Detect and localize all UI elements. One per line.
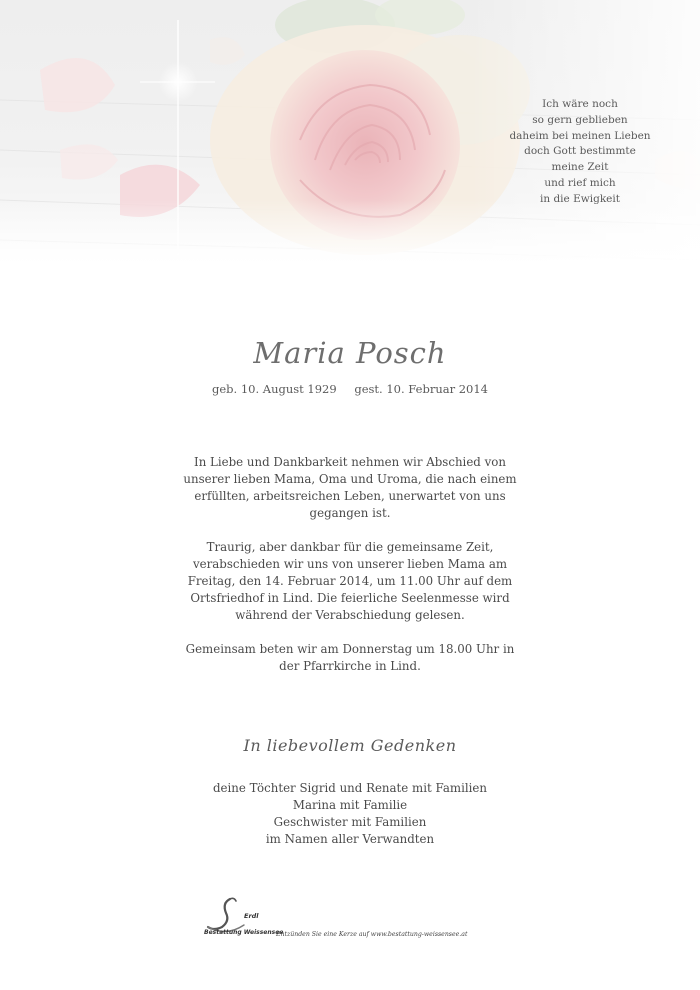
text-line: Traurig, aber dankbar für die gemeinsame Zeit, bbox=[206, 540, 494, 554]
text-line: Freitag, den 14. Februar 2014, um 11.00 Uhr auf dem bbox=[187, 574, 513, 588]
deceased-name: Maria Posch bbox=[253, 336, 447, 370]
life-dates bbox=[0, 382, 700, 396]
footer bbox=[200, 893, 520, 943]
text-line: gegangen ist. bbox=[309, 506, 391, 520]
candle-link-text[interactable]: Entzünden Sie eine Kerze auf www.bestattung-weissensee.at bbox=[276, 931, 468, 938]
mourner-line: Marina mit Familie bbox=[292, 798, 408, 812]
text-line: In Liebe und Dankbarkeit nehmen wir Abschied von bbox=[194, 455, 506, 469]
mourner-line: deine Töchter Sigrid und Renate mit Familien bbox=[212, 781, 487, 795]
death-date: gest. 10. Februar 2014 bbox=[354, 382, 489, 396]
text-line: Ortsfriedhof in Lind. Die feierliche Seelenmesse wird bbox=[190, 591, 510, 605]
announcement-paragraph bbox=[180, 641, 520, 675]
mourner-line: im Namen aller Verwandten bbox=[265, 832, 435, 846]
text-line: während der Verabschiedung gelesen. bbox=[235, 608, 465, 622]
mourners-list bbox=[0, 780, 700, 848]
memory-heading: In liebevollem Gedenken bbox=[243, 736, 457, 755]
text-line: erfüllten, arbeitsreichen Leben, unerwartet von uns bbox=[194, 489, 506, 503]
poem-line: in die Ewigkeit bbox=[540, 192, 620, 205]
birth-date: geb. 10. August 1929 bbox=[211, 382, 337, 396]
poem-line: so gern geblieben bbox=[532, 113, 628, 126]
logo-name: Erdl bbox=[244, 912, 259, 920]
text-line: verabschieden wir uns von unserer lieben Mama am bbox=[192, 557, 508, 571]
poem-line: meine Zeit bbox=[551, 161, 609, 174]
poem-line: daheim bei meinen Lieben bbox=[509, 129, 651, 142]
poem bbox=[490, 97, 670, 208]
funeral-home-logo bbox=[200, 893, 284, 943]
poem-line: Ich wäre noch bbox=[542, 98, 618, 110]
logo-brand: Bestattung Weissensee bbox=[204, 929, 284, 936]
announcement-paragraph bbox=[180, 539, 520, 624]
text-line: unserer lieben Mama, Oma und Uroma, die nach einem bbox=[183, 472, 517, 486]
poem-line: doch Gott bestimmte bbox=[524, 145, 636, 158]
poem-line: und rief mich bbox=[544, 176, 616, 189]
mourner-line: Geschwister mit Familien bbox=[273, 815, 427, 829]
text-line: der Pfarrkirche in Lind. bbox=[279, 659, 421, 673]
text-line: Gemeinsam beten wir am Donnerstag um 18.00 Uhr in bbox=[185, 642, 515, 656]
announcement bbox=[180, 454, 520, 692]
announcement-paragraph bbox=[180, 454, 520, 522]
